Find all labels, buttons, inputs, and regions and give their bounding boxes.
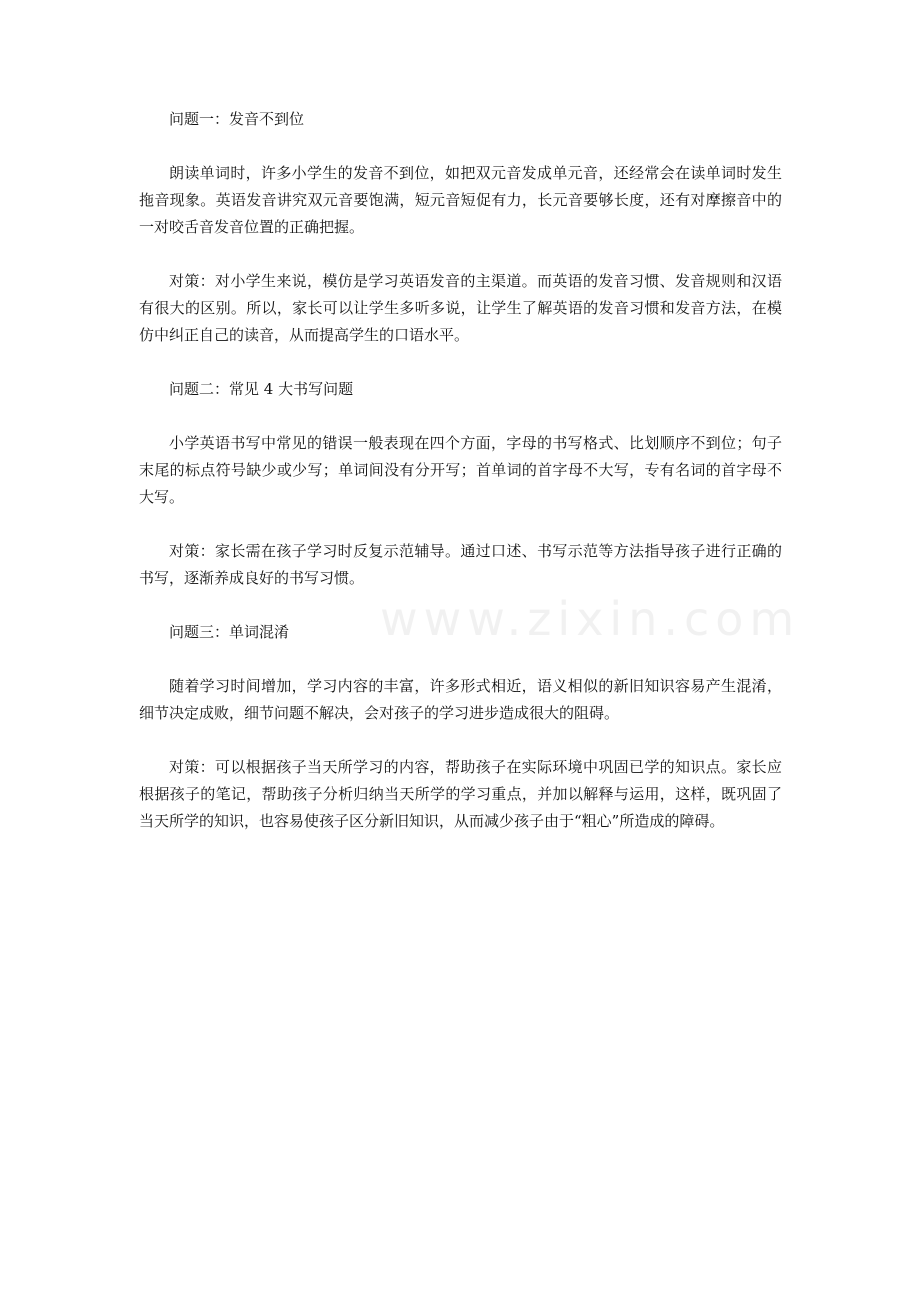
problem-heading-1: 问题一：发音不到位: [169, 110, 305, 128]
solution-paragraph-3: 对策：可以根据孩子当天所学习的内容，帮助孩子在实际环境中巩固已学的知识点。家长应根据孩子的笔记，帮助孩子分析归纳当天所学的学习重点，并加以解释与运用，这样，既巩固了当天所学的知识，也容易使孩子区分新旧知识，从而减少孩子由于“粗心”所造成的障碍。: [139, 758, 782, 830]
problem-heading-2: 问题二：常见 4 大书写问题: [169, 380, 354, 398]
document-body: [139, 106, 782, 835]
solution-paragraph-1: 对策：对小学生来说，模仿是学习英语发音的主渠道。而英语的发音习惯、发音规则和汉语有很大的区别。所以，家长可以让学生多听多说，让学生了解英语的发音习惯和发音方法，在模仿中纠正自己的读音，从而提高学生的口语水平。: [139, 272, 782, 344]
problem-description-3: 随着学习时间增加，学习内容的丰富，许多形式相近，语义相似的新旧知识容易产生混淆，细节决定成败，细节问题不解决，会对孩子的学习进步造成很大的阻碍。: [139, 677, 782, 722]
solution-paragraph-2: 对策：家长需在孩子学习时反复示范辅导。通过口述、书写示范等方法指导孩子进行正确的书写，逐渐养成良好的书写习惯。: [139, 542, 782, 587]
problem-description-1: 朗读单词时，许多小学生的发音不到位，如把双元音发成单元音，还经常会在读单词时发生拖音现象。英语发音讲究双元音要饱满，短元音短促有力，长元音要够长度，还有对摩擦音中的一对咬舌音发音位置的正确把握。: [139, 164, 782, 236]
problem-heading-3: 问题三：单词混淆: [169, 623, 290, 641]
problem-description-2: 小学英语书写中常见的错误一般表现在四个方面，字母的书写格式、比划顺序不到位；句子末尾的标点符号缺少或少写；单词间没有分开写；首单词的首字母不大写，专有名词的首字母不大写。: [139, 434, 782, 506]
watermark: www.zixin.com: [380, 592, 801, 646]
